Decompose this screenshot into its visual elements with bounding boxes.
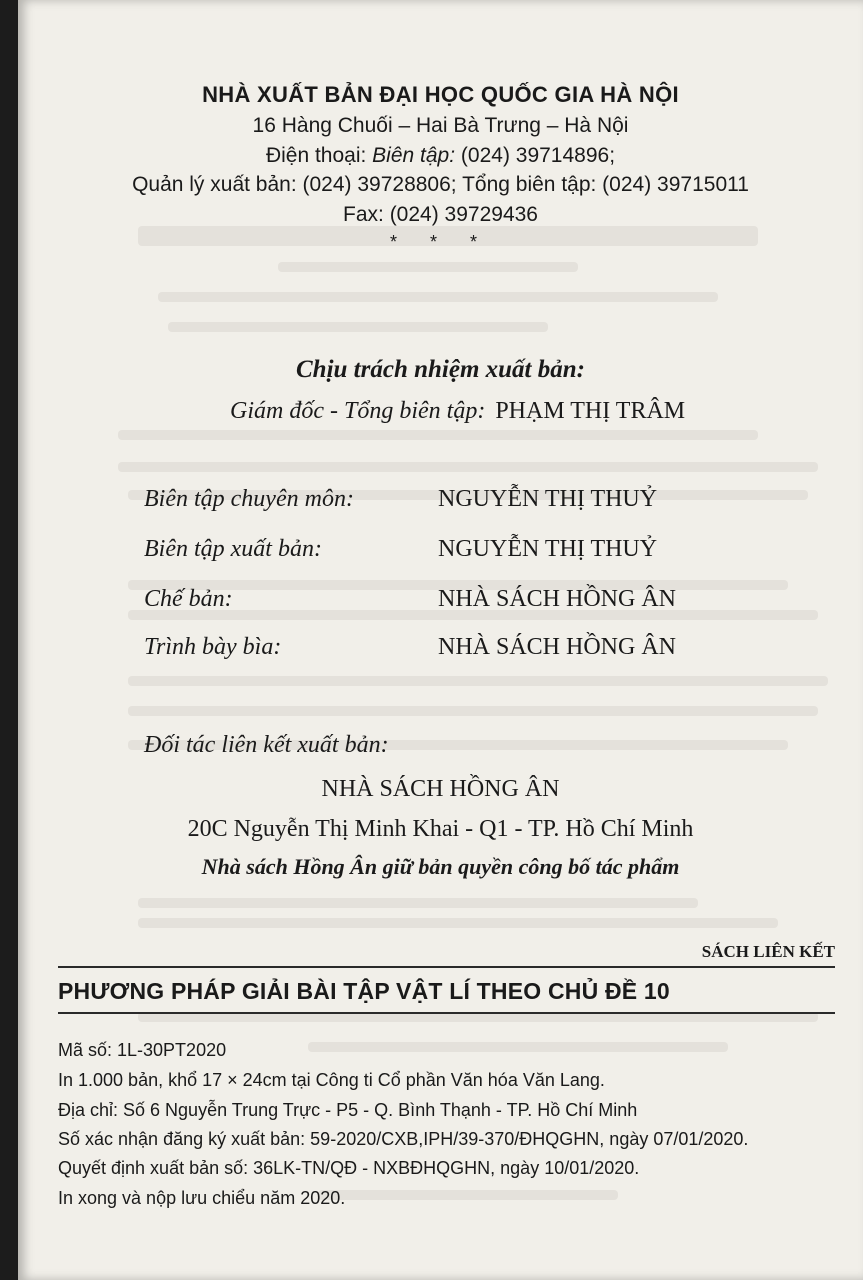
cover-design-label: Trình bày bìa:	[144, 634, 282, 660]
publisher-phone	[18, 144, 863, 168]
legal-deposit: In xong và nộp lưu chiểu năm 2020.	[58, 1188, 346, 1208]
phone-label: Biên tập:	[372, 144, 456, 167]
publisher-name: NHÀ XUẤT BẢN ĐẠI HỌC QUỐC GIA HÀ NỘI	[202, 82, 679, 107]
top-divider	[58, 966, 835, 968]
partner-name: NHÀ SÁCH HỒNG ÂN	[321, 776, 560, 802]
phone-prefix: Điện thoại:	[265, 144, 373, 167]
director-row	[230, 398, 685, 425]
registration-number: Số xác nhận đăng ký xuất bản: 59-2020/CXB,IPH/39-370/ĐHQGHN, ngày 07/01/2020.	[58, 1129, 749, 1149]
partner-address: 20C Nguyễn Thị Minh Khai - Q1 - TP. Hồ Chí Minh	[187, 816, 694, 842]
cover-design-value: NHÀ SÁCH HỒNG ÂN	[438, 634, 677, 660]
editor-specialist-label: Biên tập chuyên môn:	[144, 486, 354, 512]
phone-value: (024) 39714896;	[455, 144, 616, 167]
bottom-divider	[58, 1012, 835, 1014]
printer-address: Địa chỉ: Số 6 Nguyễn Trung Trực - P5 - Q. Bình Thạnh - TP. Hồ Chí Minh	[58, 1100, 638, 1120]
publication-decision: Quyết định xuất bản số: 36LK-TN/QĐ - NXBĐHQGHN, ngày 10/01/2020.	[58, 1158, 640, 1178]
partner-label: Đối tác liên kết xuất bản:	[144, 732, 389, 758]
typesetting-value: NHÀ SÁCH HỒNG ÂN	[438, 586, 677, 612]
book-code: Mã số: 1L-30PT2020	[58, 1040, 227, 1060]
editor-specialist-name: NGUYỄN THỊ THUỶ	[438, 486, 658, 512]
typesetting-label: Chế bản:	[144, 586, 233, 612]
copyright-notice: Nhà sách Hồng Ân giữ bản quyền công bố tác phẩm	[201, 854, 680, 879]
linked-book-label: SÁCH LIÊN KẾT	[701, 942, 835, 961]
director-name: PHẠM THỊ TRÂM	[495, 398, 686, 424]
editor-publishing-name: NGUYỄN THỊ THUỶ	[438, 536, 658, 562]
book-title: PHƯƠNG PHÁP GIẢI BÀI TẬP VẬT LÍ THEO CHỦ ĐỀ 10	[58, 978, 670, 1004]
responsibility-heading: Chịu trách nhiệm xuất bản:	[296, 356, 585, 383]
section-separator: * * *	[389, 232, 492, 252]
director-label: Giám đốc - Tổng biên tập:	[230, 398, 486, 424]
book-imprint-page	[18, 0, 863, 1280]
publisher-management-phones: Quản lý xuất bản: (024) 39728806; Tổng biên tập: (024) 39715011	[132, 173, 749, 196]
publisher-address: 16 Hàng Chuối – Hai Bà Trưng – Hà Nội	[252, 114, 629, 137]
print-run: In 1.000 bản, khổ 17 × 24cm tại Công ti Cổ phần Văn hóa Văn Lang.	[58, 1070, 605, 1090]
publisher-fax: Fax: (024) 39729436	[343, 203, 538, 226]
editor-publishing-label: Biên tập xuất bản:	[144, 536, 322, 562]
